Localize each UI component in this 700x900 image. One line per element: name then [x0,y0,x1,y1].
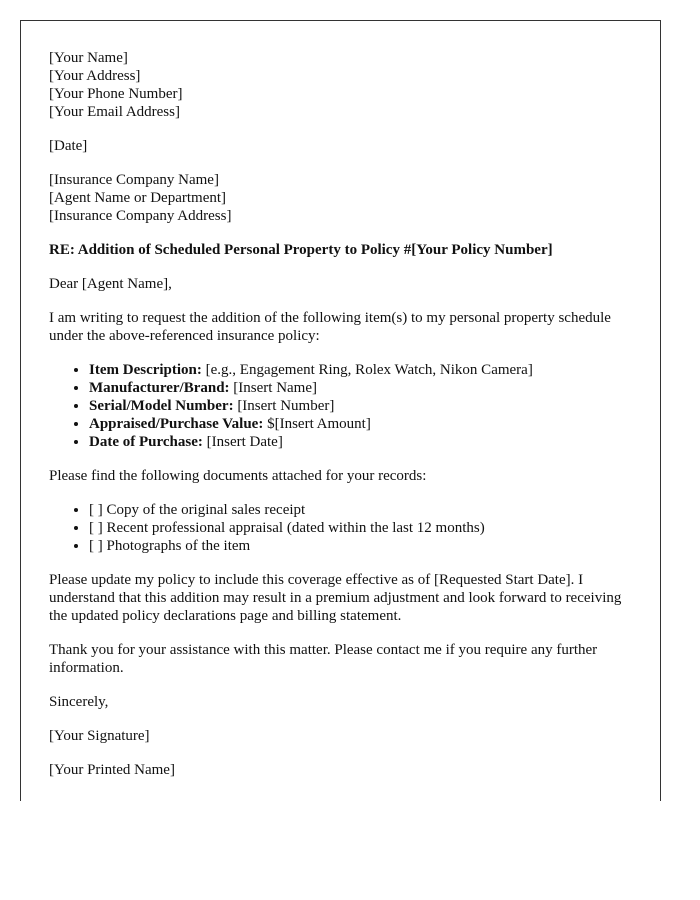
salutation: Dear [Agent Name], [49,276,172,292]
recipient-agent: [Agent Name or Department] [49,190,227,206]
printed-name: [Your Printed Name] [49,762,175,778]
documents-intro: Please find the following documents attached for your records: [49,468,427,484]
item-value: $[Insert Amount] [263,416,371,432]
sender-email: [Your Email Address] [49,104,180,120]
signature: [Your Signature] [49,728,150,744]
letter-page [20,20,661,801]
document-item: • [ ] Copy of the original sales receipt [89,501,632,519]
subject-line [49,241,632,259]
subject-text: RE: Addition of Scheduled Personal Property to Policy #[Your Policy Number] [49,242,553,258]
item-list [49,361,632,451]
item-label: Date of Purchase: [89,434,203,450]
item-value: [e.g., Engagement Ring, Rolex Watch, Nikon Camera] [201,362,533,378]
item-label: Manufacturer/Brand: [89,380,230,396]
recipient-company: [Insurance Company Name] [49,172,219,188]
sender-phone: [Your Phone Number] [49,86,183,102]
recipient-block [49,171,632,225]
update-paragraph: Please update my policy to include this coverage effective as of [Requested Start Date]. I understand that this addition may result in a premium adjustment and look forward to receiving the updated policy declarations page and billing statement. [49,572,622,624]
intro-paragraph: I am writing to request the addition of the following item(s) to my personal property schedule under the above-referenced insurance policy: [49,310,611,344]
recipient-address: [Insurance Company Address] [49,208,232,224]
item-label: Item Description: [89,362,202,378]
closing: Sincerely, [49,694,109,710]
thanks-paragraph: Thank you for your assistance with this matter. Please contact me if you require any further information. [49,642,598,676]
item-value: [Insert Name] [229,380,318,396]
sender-block [49,49,632,121]
list-item [89,361,632,379]
sender-name: [Your Name] [49,50,128,66]
document-item: • [ ] Recent professional appraisal (dated within the last 12 months) [89,519,632,537]
item-label: Serial/Model Number: [89,398,234,414]
item-value: [Insert Date] [202,434,283,450]
item-value: [Insert Number] [233,398,335,414]
list-item [89,433,632,451]
list-item [89,397,632,415]
documents-list [49,501,632,555]
list-item [89,415,632,433]
item-label: Appraised/Purchase Value: [89,416,264,432]
sender-address: [Your Address] [49,68,141,84]
document-item: • [ ] Photographs of the item [89,537,632,555]
list-item [89,379,632,397]
date: [Date] [49,138,88,154]
